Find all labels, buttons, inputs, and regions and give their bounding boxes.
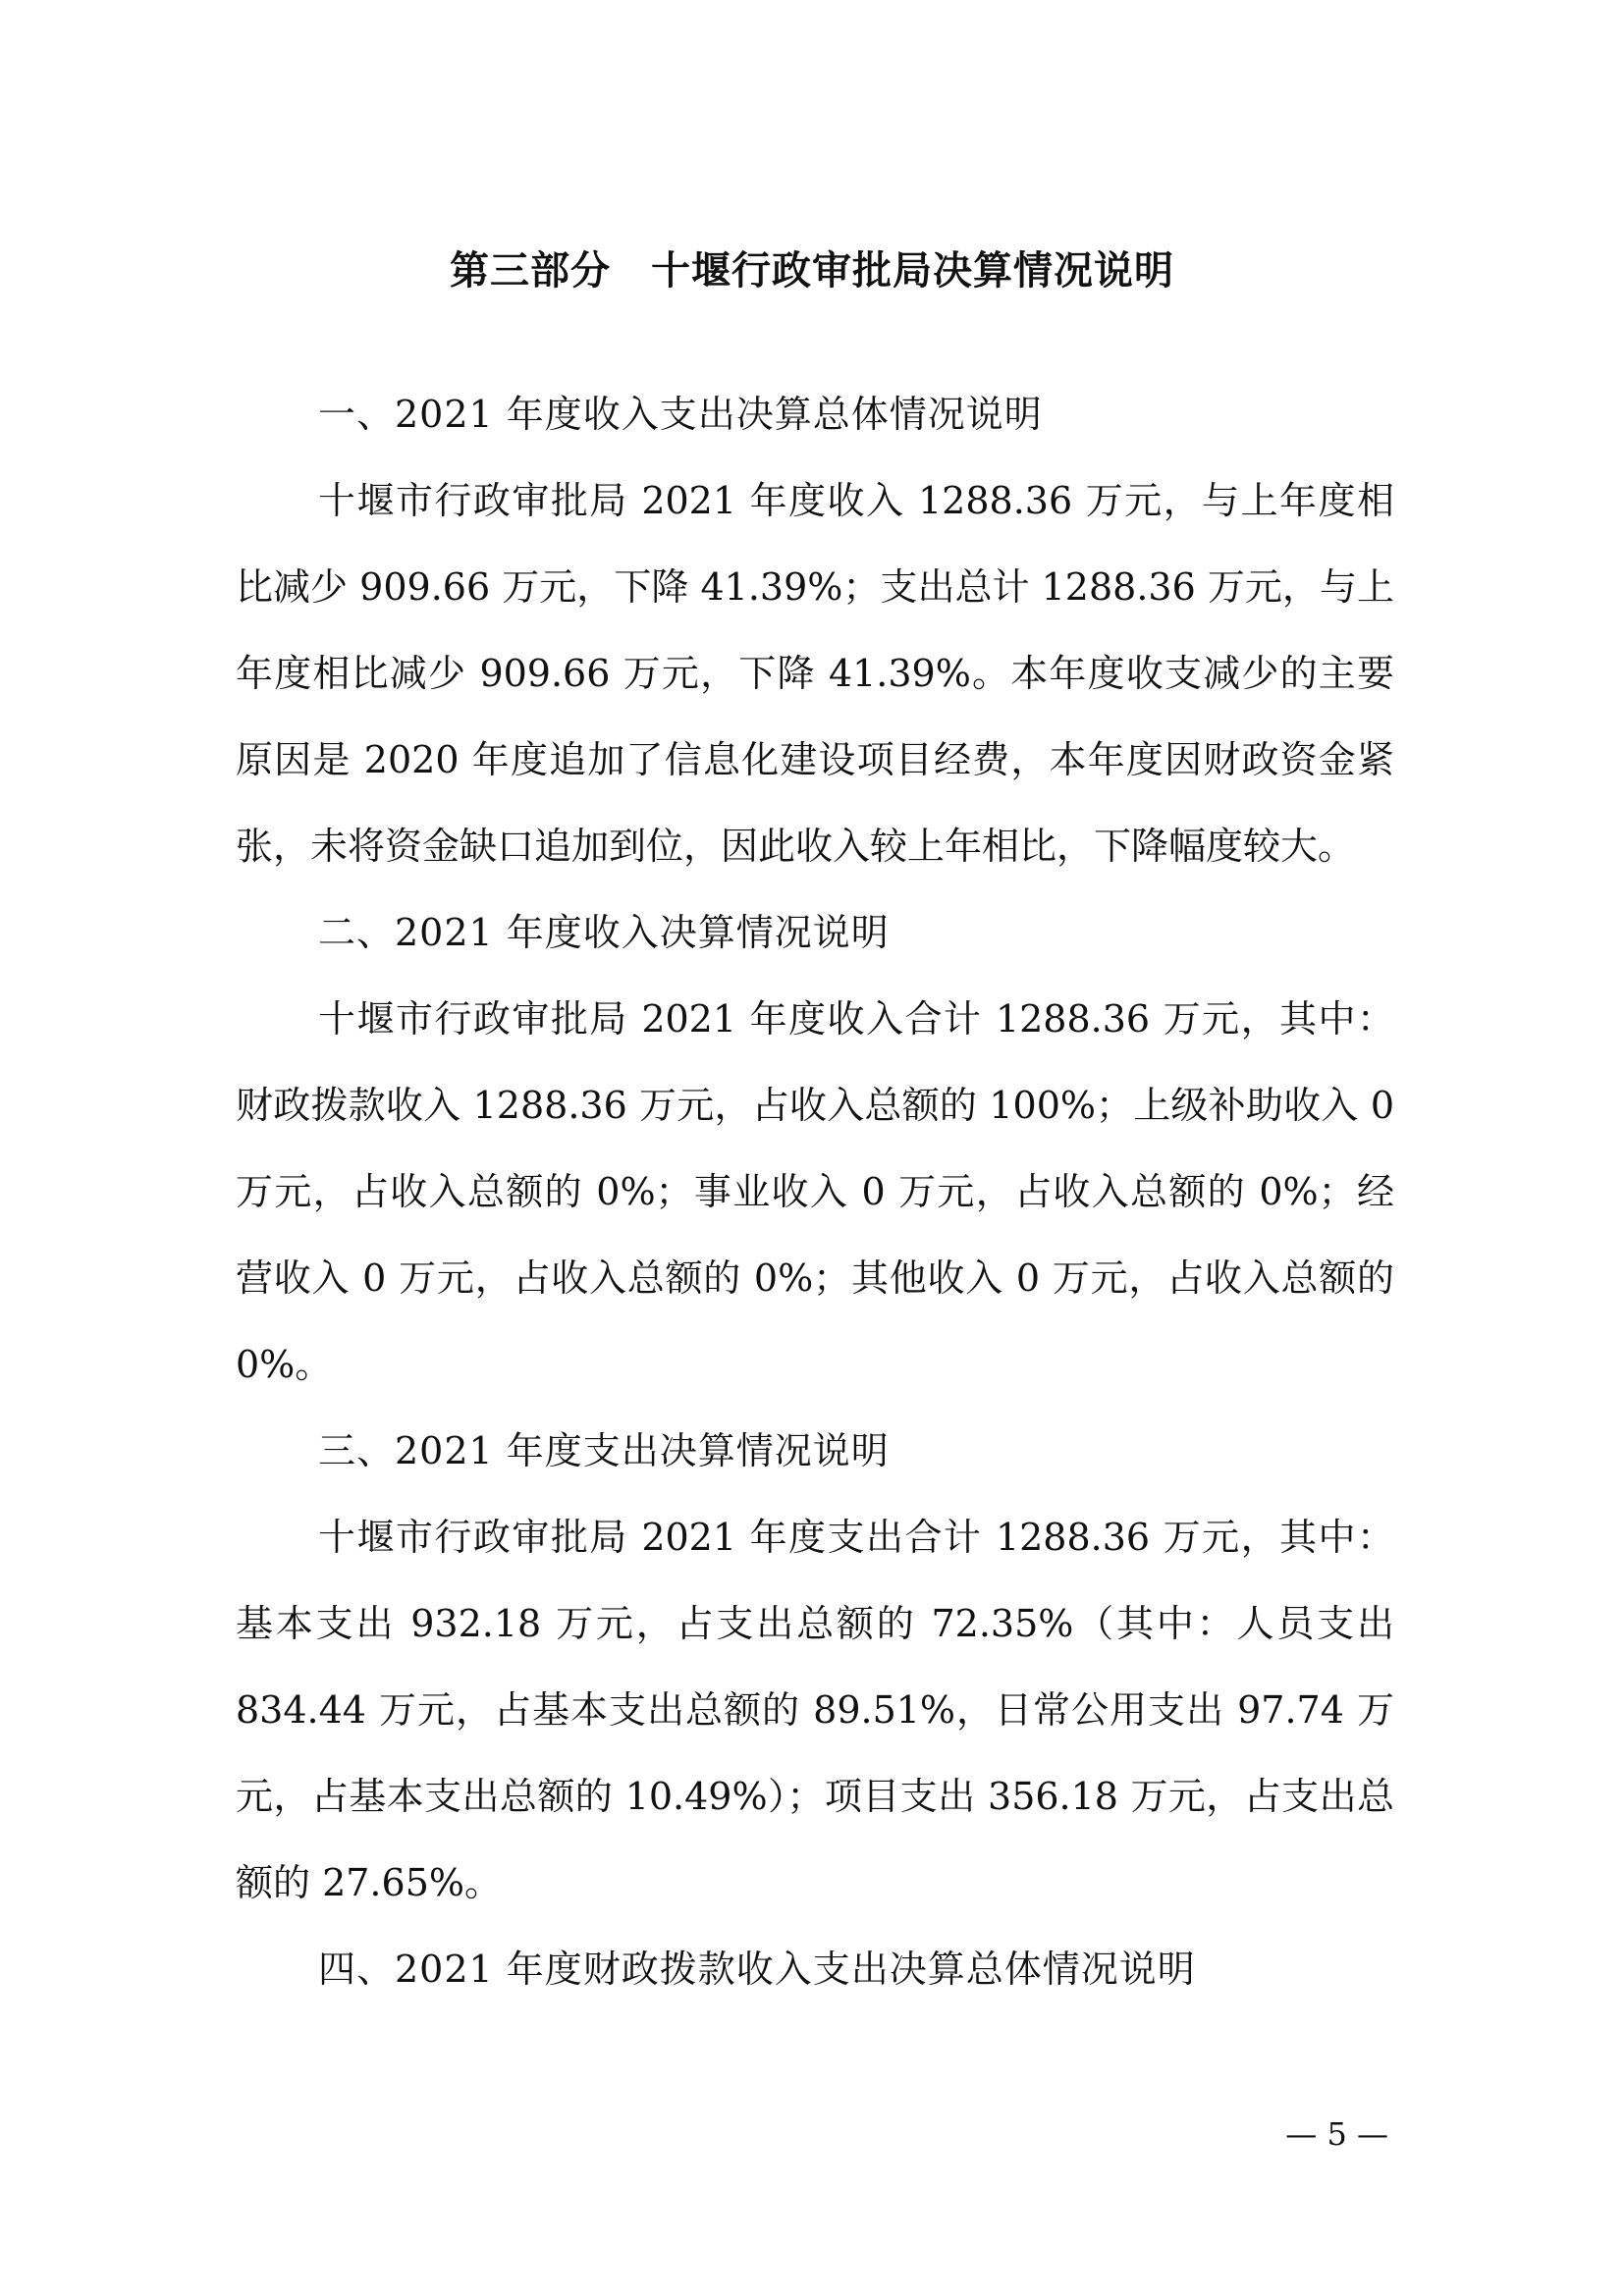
section-heading-2: 二、2021 年度收入决算情况说明 [318,911,890,954]
document-title: 第三部分 十堰行政审批局决算情况说明 [450,248,1174,294]
section-heading-3: 三、2021 年度支出决算情况说明 [318,1429,890,1472]
document-body [236,371,1394,2012]
section-paragraph-1: 十堰市行政审批局 2021 年度收入 1288.36 万元，与上年度相比减少 909.66 万元，下降 41.39%；支出总计 1288.36 万元，与上年度相比减少 909.66 万元，下降 41.39%。本年度收支减少的主要原因是 2020 年度追加了信息化建设项目经费，本年度因财政资金紧张，未将资金缺口追加到位，因此收入较上年相比，下降幅度较大。 [236,479,1394,868]
section-heading-4: 四、2021 年度财政拨款收入支出决算总体情况说明 [318,1948,1196,1991]
section-paragraph-3: 十堰市行政审批局 2021 年度支出合计 1288.36 万元，其中：基本支出 932.18 万元，占支出总额的 72.35%（其中：人员支出 834.44 万元，占基本支出总额的 89.51%，日常公用支出 97.74 万元，占基本支出总额的 10.49%）；项目支出 356.18 万元，占支出总额的 27.65%。 [236,1516,1394,1904]
section-heading-1: 一、2021 年度收入支出决算总体情况说明 [318,393,1043,436]
section-paragraph-2: 十堰市行政审批局 2021 年度收入合计 1288.36 万元，其中：财政拨款收入 1288.36 万元，占收入总额的 100%；上级补助收入 0 万元，占收入总额的 0%；事业收入 0 万元，占收入总额的 0%；经营收入 0 万元，占收入总额的 0%；其他收入 0 万元，占收入总额的 0%。 [236,997,1394,1386]
page-number: — 5 — [1285,2115,1388,2153]
